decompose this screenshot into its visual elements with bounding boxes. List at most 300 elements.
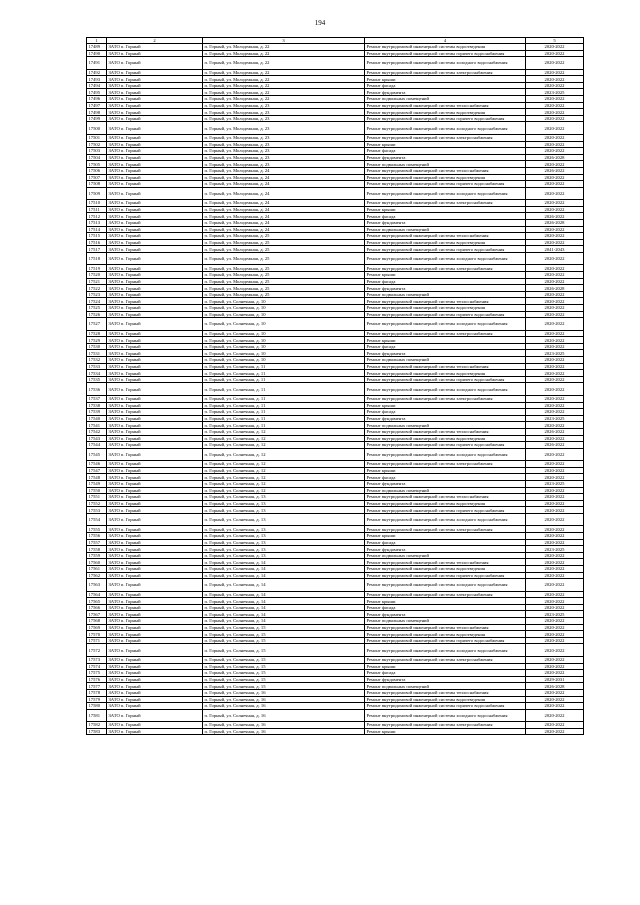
municipality-cell: ЗАТО п. Горный	[107, 500, 203, 507]
address-cell: п. Горный, ул. Солнечная, д. 11	[203, 376, 365, 383]
address-cell: п. Горный, ул. Солнечная, д. 11	[203, 395, 365, 402]
work-type-cell: Ремонт фундамента	[365, 611, 526, 618]
work-type-cell: Ремонт фасада	[365, 539, 526, 546]
row-number-cell: 17539	[87, 409, 107, 416]
table-row	[87, 539, 584, 546]
row-number-cell: 17526	[87, 311, 107, 318]
address-cell: п. Горный, ул. Солнечная, д. 15	[203, 631, 365, 638]
period-cell: 2020-2022	[526, 252, 584, 265]
table-row	[87, 689, 584, 696]
work-type-cell: Ремонт фундамента	[365, 415, 526, 422]
row-number-cell: 17549	[87, 480, 107, 487]
table-row	[87, 141, 584, 148]
work-type-cell: Ремонт фундамента	[365, 89, 526, 96]
period-cell: 2020-2022	[526, 337, 584, 344]
period-cell: 2020-2022	[526, 572, 584, 579]
municipality-cell: ЗАТО п. Горный	[107, 44, 203, 51]
header-col-5: 5	[526, 38, 584, 44]
row-number-cell: 17552	[87, 500, 107, 507]
period-cell: 2029-2031	[526, 676, 584, 683]
municipality-cell: ЗАТО п. Горный	[107, 395, 203, 402]
row-number-cell: 17510	[87, 200, 107, 207]
table-row	[87, 305, 584, 312]
table-row	[87, 526, 584, 533]
period-cell: 2020-2022	[526, 604, 584, 611]
period-cell: 2020-2022	[526, 513, 584, 526]
address-cell: п. Горный, ул. Солнечная, д. 16	[203, 728, 365, 735]
work-type-cell: Ремонт внутридомовой инженерной системы электроснабжения	[365, 591, 526, 598]
row-number-cell: 17493	[87, 76, 107, 83]
address-cell: п. Горный, ул. Молодежная, д. 22	[203, 57, 365, 70]
work-type-cell: Ремонт внутридомовой инженерной системы электроснабжения	[365, 134, 526, 141]
row-number-cell: 17540	[87, 415, 107, 422]
row-number-cell: 17529	[87, 337, 107, 344]
municipality-cell: ЗАТО п. Горный	[107, 122, 203, 135]
table-row	[87, 226, 584, 233]
row-number-cell: 17565	[87, 598, 107, 605]
municipality-cell: ЗАТО п. Горный	[107, 200, 203, 207]
work-type-cell: Ремонт фасада	[365, 474, 526, 481]
work-type-cell: Ремонт фундамента	[365, 350, 526, 357]
work-type-cell: Ремонт фундамента	[365, 219, 526, 226]
table-row	[87, 96, 584, 103]
table-row	[87, 278, 584, 285]
table-row	[87, 115, 584, 122]
period-cell: 2020-2022	[526, 663, 584, 670]
row-number-cell: 17535	[87, 376, 107, 383]
municipality-cell: ЗАТО п. Горный	[107, 448, 203, 461]
row-number-cell: 17502	[87, 141, 107, 148]
municipality-cell: ЗАТО п. Горный	[107, 696, 203, 703]
period-cell: 2020-2022	[526, 357, 584, 364]
municipality-cell: ЗАТО п. Горный	[107, 383, 203, 396]
work-type-cell: Ремонт внутридомовой инженерной системы электроснабжения	[365, 395, 526, 402]
row-number-cell: 17537	[87, 395, 107, 402]
table-row	[87, 291, 584, 298]
row-number-cell: 17582	[87, 722, 107, 729]
municipality-cell: ЗАТО п. Горный	[107, 363, 203, 370]
address-cell: п. Горный, ул. Молодежная, д. 25	[203, 272, 365, 279]
work-type-cell: Ремонт подвальных помещений	[365, 487, 526, 494]
table-row	[87, 494, 584, 501]
address-cell: п. Горный, ул. Солнечная, д. 16	[203, 689, 365, 696]
period-cell: 2020-2022	[526, 187, 584, 200]
municipality-cell: ЗАТО п. Горный	[107, 513, 203, 526]
address-cell: п. Горный, ул. Солнечная, д. 14	[203, 611, 365, 618]
work-type-cell: Ремонт подвальных помещений	[365, 357, 526, 364]
municipality-cell: ЗАТО п. Горный	[107, 337, 203, 344]
table-row	[87, 200, 584, 207]
work-type-cell: Ремонт фасада	[365, 278, 526, 285]
table-row	[87, 122, 584, 135]
row-number-cell: 17571	[87, 637, 107, 644]
period-cell: 2026-2022	[526, 442, 584, 449]
address-cell: п. Горный, ул. Солнечная, д. 15	[203, 663, 365, 670]
address-cell: п. Горный, ул. Солнечная, д. 11	[203, 370, 365, 377]
address-cell: п. Горный, ул. Солнечная, д. 12	[203, 428, 365, 435]
address-cell: п. Горный, ул. Солнечная, д. 12	[203, 435, 365, 442]
work-type-cell: Ремонт крыши	[365, 76, 526, 83]
municipality-cell: ЗАТО п. Горный	[107, 618, 203, 625]
period-cell: 2020-2022	[526, 703, 584, 710]
address-cell: п. Горный, ул. Солнечная, д. 10	[203, 305, 365, 312]
municipality-cell: ЗАТО п. Горный	[107, 579, 203, 592]
municipality-cell: ЗАТО п. Горный	[107, 442, 203, 449]
address-cell: п. Горный, ул. Солнечная, д. 13	[203, 539, 365, 546]
row-number-cell: 17577	[87, 683, 107, 690]
work-type-cell: Ремонт внутридомовой инженерной системы теплоснабжения	[365, 624, 526, 631]
row-number-cell: 17531	[87, 350, 107, 357]
header-col-1: 1	[87, 38, 107, 44]
period-cell: 2020-2022	[526, 670, 584, 677]
address-cell: п. Горный, ул. Молодежная, д. 24	[203, 213, 365, 220]
table-row	[87, 637, 584, 644]
table-row	[87, 559, 584, 566]
period-cell: 2041-2043	[526, 246, 584, 253]
period-cell: 2020-2022	[526, 461, 584, 468]
work-type-cell: Ремонт внутридомовой инженерной системы водоотведения	[365, 305, 526, 312]
work-type-cell: Ремонт внутридомовой инженерной системы электроснабжения	[365, 330, 526, 337]
row-number-cell: 17559	[87, 552, 107, 559]
municipality-cell: ЗАТО п. Горный	[107, 487, 203, 494]
table-row	[87, 239, 584, 246]
period-cell: 2020-2022	[526, 507, 584, 514]
period-cell: 2020-2022	[526, 69, 584, 76]
address-cell: п. Горный, ул. Солнечная, д. 13	[203, 507, 365, 514]
table-row	[87, 370, 584, 377]
row-number-cell: 17498	[87, 109, 107, 116]
row-number-cell: 17508	[87, 181, 107, 188]
address-cell: п. Горный, ул. Солнечная, д. 10	[203, 298, 365, 305]
row-number-cell: 17524	[87, 298, 107, 305]
row-number-cell: 17562	[87, 572, 107, 579]
row-number-cell: 17516	[87, 239, 107, 246]
row-number-cell: 17525	[87, 305, 107, 312]
address-cell: п. Горный, ул. Солнечная, д. 11	[203, 402, 365, 409]
period-cell: 2020-2022	[526, 644, 584, 657]
period-cell: 2020-2022	[526, 656, 584, 663]
table-row	[87, 154, 584, 161]
period-cell: 2020-2022	[526, 109, 584, 116]
period-cell: 2020-2022	[526, 122, 584, 135]
table-row	[87, 624, 584, 631]
address-cell: п. Горный, ул. Солнечная, д. 12	[203, 448, 365, 461]
table-row	[87, 161, 584, 168]
municipality-cell: ЗАТО п. Горный	[107, 624, 203, 631]
municipality-cell: ЗАТО п. Горный	[107, 683, 203, 690]
period-cell: 2020-2022	[526, 141, 584, 148]
row-number-cell: 17555	[87, 526, 107, 533]
work-type-cell: Ремонт подвальных помещений	[365, 618, 526, 625]
row-number-cell: 17563	[87, 579, 107, 592]
row-number-cell: 17567	[87, 611, 107, 618]
work-type-cell: Ремонт внутридомовой инженерной системы теплоснабжения	[365, 428, 526, 435]
period-cell: 2020-2022	[526, 181, 584, 188]
period-cell: 2023-2025	[526, 89, 584, 96]
row-number-cell: 17504	[87, 154, 107, 161]
work-type-cell: Ремонт крыши	[365, 663, 526, 670]
row-number-cell: 17496	[87, 96, 107, 103]
table-row	[87, 337, 584, 344]
municipality-cell: ЗАТО п. Горный	[107, 161, 203, 168]
work-type-cell: Ремонт внутридомовой инженерной системы электроснабжения	[365, 461, 526, 468]
period-cell: 2026-2022	[526, 213, 584, 220]
table-row	[87, 631, 584, 638]
row-number-cell: 17553	[87, 507, 107, 514]
period-cell: 2026-2022	[526, 428, 584, 435]
municipality-cell: ЗАТО п. Горный	[107, 219, 203, 226]
period-cell: 2023-2025	[526, 611, 584, 618]
row-number-cell: 17557	[87, 539, 107, 546]
table-row	[87, 683, 584, 690]
address-cell: п. Горный, ул. Солнечная, д. 14	[203, 591, 365, 598]
address-cell: п. Горный, ул. Солнечная, д. 15	[203, 670, 365, 677]
work-type-cell: Ремонт внутридомовой инженерной системы теплоснабжения	[365, 494, 526, 501]
municipality-cell: ЗАТО п. Горный	[107, 526, 203, 533]
table-row	[87, 618, 584, 625]
address-cell: п. Горный, ул. Молодежная, д. 25	[203, 239, 365, 246]
work-type-cell: Ремонт фундамента	[365, 546, 526, 553]
work-type-cell: Ремонт внутридомовой инженерной системы горячего водоснабжения	[365, 442, 526, 449]
work-type-cell: Ремонт внутридомовой инженерной системы холодного водоснабжения	[365, 513, 526, 526]
work-type-cell: Ремонт фундамента	[365, 676, 526, 683]
address-cell: п. Горный, ул. Солнечная, д. 15	[203, 644, 365, 657]
row-number-cell: 17500	[87, 122, 107, 135]
address-cell: п. Горный, ул. Солнечная, д. 13	[203, 546, 365, 553]
period-cell: 2020-2022	[526, 533, 584, 540]
document-table-wrapper	[86, 37, 583, 735]
work-type-cell: Ремонт внутридомовой инженерной системы электроснабжения	[365, 526, 526, 533]
row-number-cell: 17581	[87, 709, 107, 722]
work-type-cell: Ремонт внутридомовой инженерной системы теплоснабжения	[365, 559, 526, 566]
municipality-cell: ЗАТО п. Горный	[107, 670, 203, 677]
address-cell: п. Горный, ул. Молодежная, д. 23	[203, 141, 365, 148]
table-row	[87, 265, 584, 272]
address-cell: п. Горный, ул. Молодежная, д. 23	[203, 148, 365, 155]
work-type-cell: Ремонт фасада	[365, 148, 526, 155]
address-cell: п. Горный, ул. Молодежная, д. 25	[203, 291, 365, 298]
table-row	[87, 409, 584, 416]
period-cell: 2020-2022	[526, 618, 584, 625]
table-row	[87, 676, 584, 683]
period-cell: 2020-2022	[526, 174, 584, 181]
table-row	[87, 728, 584, 735]
period-cell: 2020-2022	[526, 330, 584, 337]
address-cell: п. Горный, ул. Молодежная, д. 24	[203, 181, 365, 188]
address-cell: п. Горный, ул. Молодежная, д. 24	[203, 187, 365, 200]
address-cell: п. Горный, ул. Молодежная, д. 23	[203, 122, 365, 135]
table-row	[87, 467, 584, 474]
work-type-cell: Ремонт внутридомовой инженерной системы теплоснабжения	[365, 102, 526, 109]
period-cell: 2023-2025	[526, 350, 584, 357]
address-cell: п. Горный, ул. Солнечная, д. 15	[203, 656, 365, 663]
row-number-cell: 17568	[87, 618, 107, 625]
address-cell: п. Горный, ул. Молодежная, д. 24	[203, 200, 365, 207]
address-cell: п. Горный, ул. Солнечная, д. 12	[203, 480, 365, 487]
row-number-cell: 17578	[87, 689, 107, 696]
municipality-cell: ЗАТО п. Горный	[107, 533, 203, 540]
work-type-cell: Ремонт фасада	[365, 670, 526, 677]
row-number-cell: 17492	[87, 69, 107, 76]
header-col-2: 2	[107, 38, 203, 44]
address-cell: п. Горный, ул. Солнечная, д. 15	[203, 676, 365, 683]
row-number-cell: 17517	[87, 246, 107, 253]
address-cell: п. Горный, ул. Солнечная, д. 14	[203, 572, 365, 579]
table-row	[87, 357, 584, 364]
period-cell: 2020-2022	[526, 96, 584, 103]
address-cell: п. Горный, ул. Солнечная, д. 14	[203, 618, 365, 625]
municipality-cell: ЗАТО п. Горный	[107, 480, 203, 487]
row-number-cell: 17541	[87, 422, 107, 429]
address-cell: п. Горный, ул. Молодежная, д. 23	[203, 115, 365, 122]
municipality-cell: ЗАТО п. Горный	[107, 656, 203, 663]
period-cell: 2020-2022	[526, 50, 584, 57]
period-cell: 2020-2022	[526, 526, 584, 533]
work-type-cell: Ремонт внутридомовой инженерной системы водоотведения	[365, 109, 526, 116]
table-row	[87, 507, 584, 514]
municipality-cell: ЗАТО п. Горный	[107, 96, 203, 103]
municipality-cell: ЗАТО п. Горный	[107, 233, 203, 240]
municipality-cell: ЗАТО п. Горный	[107, 552, 203, 559]
period-cell: 2023-2025	[526, 480, 584, 487]
municipality-cell: ЗАТО п. Горный	[107, 154, 203, 161]
row-number-cell: 17574	[87, 663, 107, 670]
address-cell: п. Горный, ул. Молодежная, д. 24	[203, 226, 365, 233]
municipality-cell: ЗАТО п. Горный	[107, 598, 203, 605]
municipality-cell: ЗАТО п. Горный	[107, 239, 203, 246]
period-cell: 2020-2022	[526, 487, 584, 494]
table-row	[87, 213, 584, 220]
municipality-cell: ЗАТО п. Горный	[107, 82, 203, 89]
period-cell: 2020-2022	[526, 559, 584, 566]
address-cell: п. Горный, ул. Молодежная, д. 23	[203, 154, 365, 161]
work-type-cell: Ремонт крыши	[365, 272, 526, 279]
table-row	[87, 252, 584, 265]
municipality-cell: ЗАТО п. Горный	[107, 350, 203, 357]
table-row	[87, 546, 584, 553]
address-cell: п. Горный, ул. Молодежная, д. 23	[203, 102, 365, 109]
period-cell: 2023-2025	[526, 546, 584, 553]
work-type-cell: Ремонт внутридомовой инженерной системы горячего водоснабжения	[365, 703, 526, 710]
table-row	[87, 350, 584, 357]
municipality-cell: ЗАТО п. Горный	[107, 285, 203, 292]
table-row	[87, 572, 584, 579]
municipality-cell: ЗАТО п. Горный	[107, 703, 203, 710]
table-row	[87, 363, 584, 370]
work-type-cell: Ремонт внутридомовой инженерной системы горячего водоснабжения	[365, 181, 526, 188]
municipality-cell: ЗАТО п. Горный	[107, 181, 203, 188]
table-row	[87, 233, 584, 240]
row-number-cell: 17518	[87, 252, 107, 265]
municipality-cell: ЗАТО п. Горный	[107, 539, 203, 546]
municipality-cell: ЗАТО п. Горный	[107, 318, 203, 331]
row-number-cell: 17530	[87, 343, 107, 350]
table-row	[87, 376, 584, 383]
period-cell: 2020-2022	[526, 370, 584, 377]
municipality-cell: ЗАТО п. Горный	[107, 566, 203, 573]
municipality-cell: ЗАТО п. Горный	[107, 663, 203, 670]
period-cell: 2020-2022	[526, 624, 584, 631]
period-cell: 2026-2028	[526, 154, 584, 161]
table-row	[87, 480, 584, 487]
row-number-cell: 17538	[87, 402, 107, 409]
table-row	[87, 448, 584, 461]
row-number-cell: 17576	[87, 676, 107, 683]
period-cell: 2020-2022	[526, 148, 584, 155]
period-cell: 2020-2022	[526, 500, 584, 507]
table-row	[87, 44, 584, 51]
work-type-cell: Ремонт внутридомовой инженерной системы теплоснабжения	[365, 233, 526, 240]
work-type-cell: Ремонт крыши	[365, 728, 526, 735]
address-cell: п. Горный, ул. Молодежная, д. 23	[203, 134, 365, 141]
work-type-cell: Ремонт внутридомовой инженерной системы теплоснабжения	[365, 363, 526, 370]
address-cell: п. Горный, ул. Молодежная, д. 25	[203, 233, 365, 240]
row-number-cell: 17515	[87, 233, 107, 240]
work-type-cell: Ремонт подвальных помещений	[365, 291, 526, 298]
period-cell: 2020-2022	[526, 239, 584, 246]
work-type-cell: Ремонт внутридомовой инженерной системы водоотведения	[365, 370, 526, 377]
address-cell: п. Горный, ул. Солнечная, д. 14	[203, 559, 365, 566]
row-number-cell: 17536	[87, 383, 107, 396]
address-cell: п. Горный, ул. Молодежная, д. 24	[203, 206, 365, 213]
row-number-cell: 17572	[87, 644, 107, 657]
municipality-cell: ЗАТО п. Горный	[107, 298, 203, 305]
municipality-cell: ЗАТО п. Горный	[107, 206, 203, 213]
table-row	[87, 187, 584, 200]
row-number-cell: 17533	[87, 363, 107, 370]
period-cell: 2020-2022	[526, 474, 584, 481]
period-cell: 2020-2022	[526, 272, 584, 279]
municipality-cell: ЗАТО п. Горный	[107, 604, 203, 611]
table-row	[87, 611, 584, 618]
municipality-cell: ЗАТО п. Горный	[107, 69, 203, 76]
period-cell: 2020-2022	[526, 278, 584, 285]
municipality-cell: ЗАТО п. Горный	[107, 115, 203, 122]
table-row	[87, 442, 584, 449]
municipality-cell: ЗАТО п. Горный	[107, 291, 203, 298]
municipality-cell: ЗАТО п. Горный	[107, 467, 203, 474]
row-number-cell: 17497	[87, 102, 107, 109]
table-row	[87, 109, 584, 116]
period-cell: 2020-2022	[526, 637, 584, 644]
municipality-cell: ЗАТО п. Горный	[107, 343, 203, 350]
address-cell: п. Горный, ул. Солнечная, д. 15	[203, 624, 365, 631]
period-cell: 2020-2022	[526, 226, 584, 233]
municipality-cell: ЗАТО п. Горный	[107, 357, 203, 364]
address-cell: п. Горный, ул. Солнечная, д. 12	[203, 442, 365, 449]
municipality-cell: ЗАТО п. Горный	[107, 546, 203, 553]
period-cell: 2020-2022	[526, 422, 584, 429]
period-cell: 2026-2022	[526, 167, 584, 174]
table-row	[87, 422, 584, 429]
municipality-cell: ЗАТО п. Горный	[107, 252, 203, 265]
table-row	[87, 709, 584, 722]
row-number-cell: 17542	[87, 428, 107, 435]
row-number-cell: 17519	[87, 265, 107, 272]
address-cell: п. Горный, ул. Солнечная, д. 13	[203, 513, 365, 526]
row-number-cell: 17548	[87, 474, 107, 481]
table-row	[87, 703, 584, 710]
municipality-cell: ЗАТО п. Горный	[107, 89, 203, 96]
municipality-cell: ЗАТО п. Горный	[107, 102, 203, 109]
work-type-cell: Ремонт внутридомовой инженерной системы холодного водоснабжения	[365, 252, 526, 265]
work-type-cell: Ремонт внутридомовой инженерной системы горячего водоснабжения	[365, 376, 526, 383]
row-number-cell: 17503	[87, 148, 107, 155]
table-row	[87, 102, 584, 109]
period-cell: 2020-2022	[526, 579, 584, 592]
address-cell: п. Горный, ул. Солнечная, д. 11	[203, 422, 365, 429]
period-cell: 2020-2022	[526, 722, 584, 729]
